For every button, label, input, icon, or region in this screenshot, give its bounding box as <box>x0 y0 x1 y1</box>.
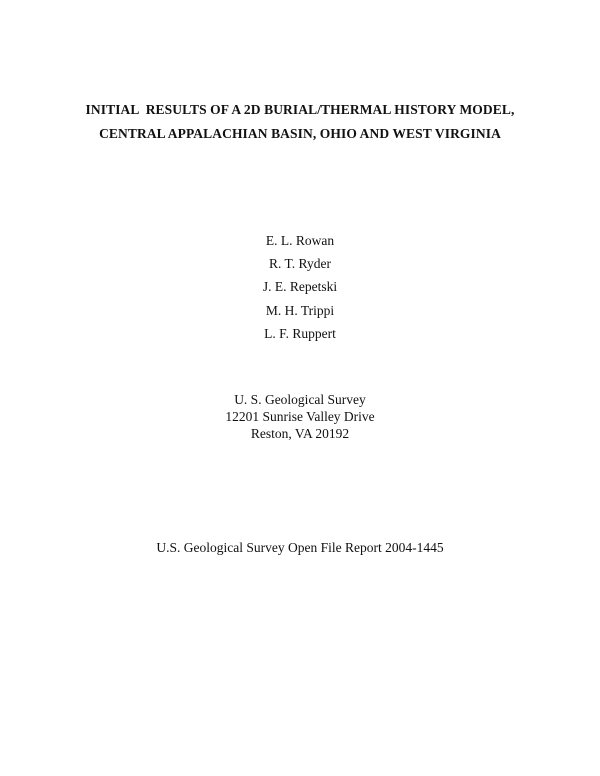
author-4: M. H. Trippi <box>265 303 335 318</box>
author-1: E. L. Rowan <box>265 233 335 248</box>
report-number: U.S. Geological Survey Open File Report 2004-1445 <box>156 540 444 555</box>
title-line-1: INITIAL RESULTS OF A 2D BURIAL/THERMAL HISTORY MODEL, <box>85 102 515 117</box>
address-street: 12201 Sunrise Valley Drive <box>225 409 375 424</box>
title-line-2: CENTRAL APPALACHIAN BASIN, OHIO AND WEST VIRGINIA <box>99 126 501 141</box>
address-city: Reston, VA 20192 <box>250 426 350 441</box>
author-5: L. F. Ruppert <box>264 326 336 341</box>
author-3: J. E. Repetski <box>262 279 338 294</box>
author-2: R. T. Ryder <box>269 256 331 271</box>
address-organization: U. S. Geological Survey <box>234 392 366 407</box>
